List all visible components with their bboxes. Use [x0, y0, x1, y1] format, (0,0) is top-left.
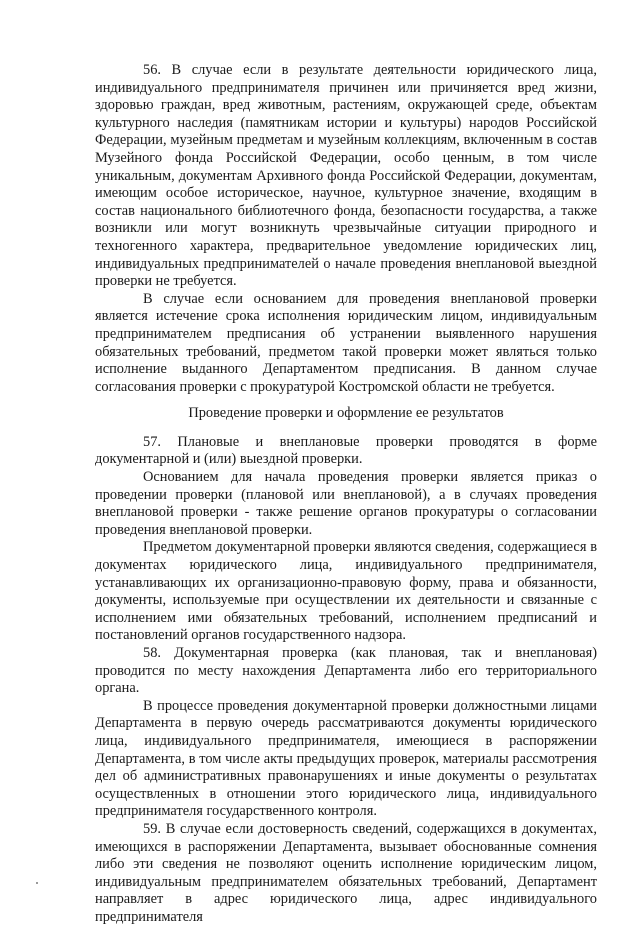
scan-speck	[36, 882, 38, 884]
paragraph-56: 56. В случае если в результате деятельности юридического лица, индивидуального предпринимателя причинен или причиняется вред жизни, здоровью граждан, вред животным, растениям, окружающей среде, объектам культурного наследия (памятникам истории и культуры) народов Российской Федерации, музейным предметам и музейным коллекциям, включенным в состав Музейного фонда Российской Федерации, особо ценным, в том числе уникальным, документам Архивного фонда Российской Федерации, документам, имеющим особое историческое, научное, культурное значение, входящим в состав национального библиотечного фонда, безопасности государства, а также возникли или могут возникнуть чрезвычайные ситуации природного и техногенного характера, предварительное уведомление юридических лиц, индивидуальных предпринимателей о начале проведения внеплановой выездной проверки не требуется.	[95, 62, 597, 290]
paragraph-59: 59. В случае если достоверность сведений, содержащихся в документах, имеющихся в распоряжении Департамента, вызывает обоснованные сомнения либо эти сведения не позволяют оценить исполнение юридическим лицом, индивидуальным предпринимателем обязательных требований, Департамент направляет в адрес юридического лица, адрес индивидуального предпринимателя	[95, 820, 597, 925]
section-heading: Проведение проверки и оформление ее результатов	[188, 405, 504, 422]
paragraph-57-subject: Предметом документарной проверки являются сведения, содержащиеся в документах юридического лица, индивидуального предпринимателя, устанавливающих их организационно-правовую форму, права и обязанности, документы, используемые при осуществлении их деятельности и связанные с исполнением ими обязательных требований, исполнением предписаний и постановлений органов государственного надзора.	[95, 539, 597, 644]
paragraph-57-basis: Основанием для начала проведения проверки является приказ о проведении проверки (плановой или внеплановой), а в случаях проведения внеплановой проверки - также решение органов прокуратуры о согласовании проведения внеплановой проверки.	[95, 469, 597, 538]
paragraph-58: 58. Документарная проверка (как плановая, так и внеплановая) проводится по месту нахождения Департамента либо его территориального органа.	[95, 645, 597, 697]
document-body	[95, 62, 597, 927]
paragraph-58-process: В процессе проведения документарной проверки должностными лицами Департамента в первую очередь рассматриваются документы юридического лица, индивидуального предпринимателя, имеющиеся в распоряжении Департамента, в том числе акты предыдущих проверок, материалы рассмотрения дел об административных правонарушениях и иные документы о результатах осуществленных в отношении этого юридического лица, индивидуального предпринимателя государственного контроля.	[95, 697, 597, 820]
paragraph-57: 57. Плановые и внеплановые проверки проводятся в форме документарной и (или) выездной проверки.	[95, 433, 597, 468]
paragraph-56-unscheduled: В случае если основанием для проведения внеплановой проверки является истечение срока исполнения юридическим лицом, индивидуальным предпринимателем предписания об устранении выявленного нарушения обязательных требований, предметом такой проверки может являться только исполнение выданного Департаментом предписания. В данном случае согласования проверки с прокуратурой Костромской области не требуется.	[95, 290, 597, 395]
